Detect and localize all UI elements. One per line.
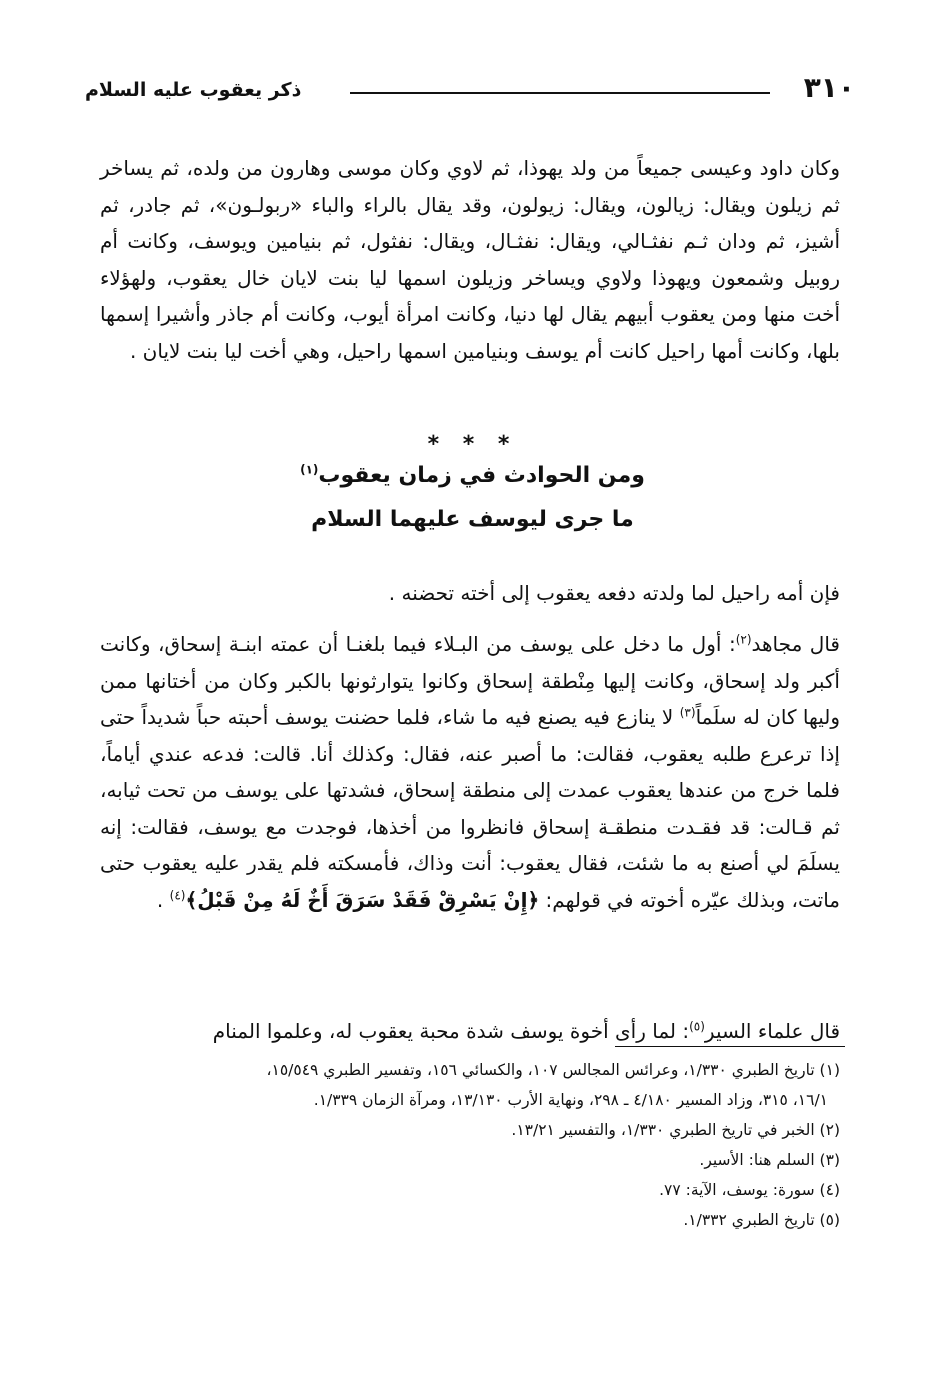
footnote-ref-4[interactable]: (٤) bbox=[169, 887, 186, 902]
paragraph-scholars bbox=[100, 1013, 840, 1050]
section-heading-events bbox=[0, 458, 945, 494]
mujahid-text-3: لا ينازع فيه يصنع فيه ما شاء، فلما حضنت يوسف أحبته حباً شديداً حتى إذا ترعرع طلبه يعقوب، فقالت: ما أصبر عنه، فقال: وكذلك أنا. قالت: فدعه عندي أياماً، فلما خرج من عندها يعقوب عمدت إلى منطقة إسحاق، فشدتها على يوسف من تحت ثيابه، ثم قـالت: قد فقـدت منطقـة إسحاق فانظروا من أخذها، فوجدت مع يوسف، فقالت: إنه يسلَمَ لي أصنع به ما شئت، فقال يعقوب: أنت وذاك، فأمسكته فلم يقدر عليه يعقوب حتى ماتت، وبذلك عيّره أخوته في قولهم: bbox=[100, 705, 840, 912]
footnotes bbox=[100, 1055, 840, 1235]
intro-line: فإن أمه راحيل لما ولدته دفعه يعقوب إلى أخته تحضنه . bbox=[388, 581, 840, 605]
header-rule bbox=[350, 92, 770, 94]
footnote-5: (٥) تاريخ الطبري ١/٣٣٢. bbox=[683, 1211, 840, 1229]
footnote-4: (٤) سورة: يوسف، الآية: ٧٧. bbox=[659, 1181, 840, 1199]
footnote-ref-3[interactable]: (٣) bbox=[679, 705, 696, 720]
footnote-rule bbox=[615, 1046, 845, 1047]
footnote-3: (٣) السلم هنا: الأسير. bbox=[699, 1151, 840, 1169]
mujahid-text-4: . bbox=[156, 887, 170, 912]
section-heading-text: ومن الحوادث في زمان يعقوب bbox=[318, 463, 645, 488]
paragraph-mujahid bbox=[100, 626, 840, 918]
mujahid-text-2: : أول ما دخل على يوسف من البـلاء فيما بلغنـا أن عمته ابنـة إسحاق، وكانت أكبر ولد إسحاق، وكانت إليها مِنْطقة إسحاق وكانوا يتوارثونها بالكبر وكان من أختانها ممن وليها كان له سلَماً bbox=[100, 632, 841, 729]
page-number: ٣١٠ bbox=[803, 71, 855, 104]
scholars-text-1: قال علماء السير bbox=[704, 1019, 840, 1043]
section-subheading-yusuf: ما جرى ليوسف عليهما السلام bbox=[311, 507, 634, 532]
paragraph-sons-of-jacob: وكان داود وعيسى جميعاً من ولد يهوذا، ثم لاوي وكان موسى وهارون من ولده، ثم يساخر ثم زيلون ويقال: زيالون، ويقال: زيولون، وقد يقال بالراء والباء «ربولـون»، ثم جادر، ثم أشيز، ثم ودان ثـم نفثـالي، ويقال: نفثـال، ويقال: نفثول، ثم بنيامين ويوسف، وكانت أم روبيل وشمعون ويهوذا ولاوي ويساخر وزيلون اسمها ليا بنت لايان خال يعقوب، ولهؤلاء أخت منها ومن يعقوب أبيهم يقال لها دنيا، وكانت امرأة أيوب، وكانت أم جاذر وأشيرا إسمها بلها، وكانت أمها راحيل كانت أم يوسف وبنيامين اسمها راحيل، وهي أخت ليا بنت لايان . bbox=[100, 156, 840, 363]
quran-verse: ﴿إِنْ يَسْرِقْ فَقَدْ سَرَقَ أَخٌ لَهُ مِنْ قَبْلُ﴾ bbox=[185, 887, 540, 912]
footnote-ref-2[interactable]: (٢) bbox=[735, 632, 752, 647]
footnote-ref-1[interactable]: (١) bbox=[300, 462, 319, 477]
footnote-1: (١) تاريخ الطبري ١/٣٣٠، وعرائس المجالس ١٠٧، والكسائي ١٥٦، وتفسير الطبري ١٥/٥٤٩، bbox=[266, 1061, 840, 1079]
footnote-ref-5[interactable]: (٥) bbox=[689, 1019, 705, 1034]
scholars-text-2: : لما رأى أخوة يوسف شدة محبة يعقوب له، وعلموا المنام bbox=[212, 1019, 690, 1043]
running-title: ذكر يعقوب عليه السلام bbox=[85, 79, 302, 101]
page-header bbox=[85, 70, 855, 110]
mujahid-text-1: قال مجاهد bbox=[751, 632, 840, 656]
footnote-2: (٢) الخبر في تاريخ الطبري ١/٣٣٠، والتفسير ١٣/٢١. bbox=[511, 1121, 840, 1139]
section-divider-stars: * * * bbox=[427, 432, 518, 457]
footnote-1-continued: ١٦/١، ٣١٥، وزاد المسير ٤/١٨٠ ـ ٢٩٨، ونهاية الأرب ١٣/١٣٠، ومرآة الزمان ١/٣٣٩. bbox=[313, 1091, 828, 1109]
